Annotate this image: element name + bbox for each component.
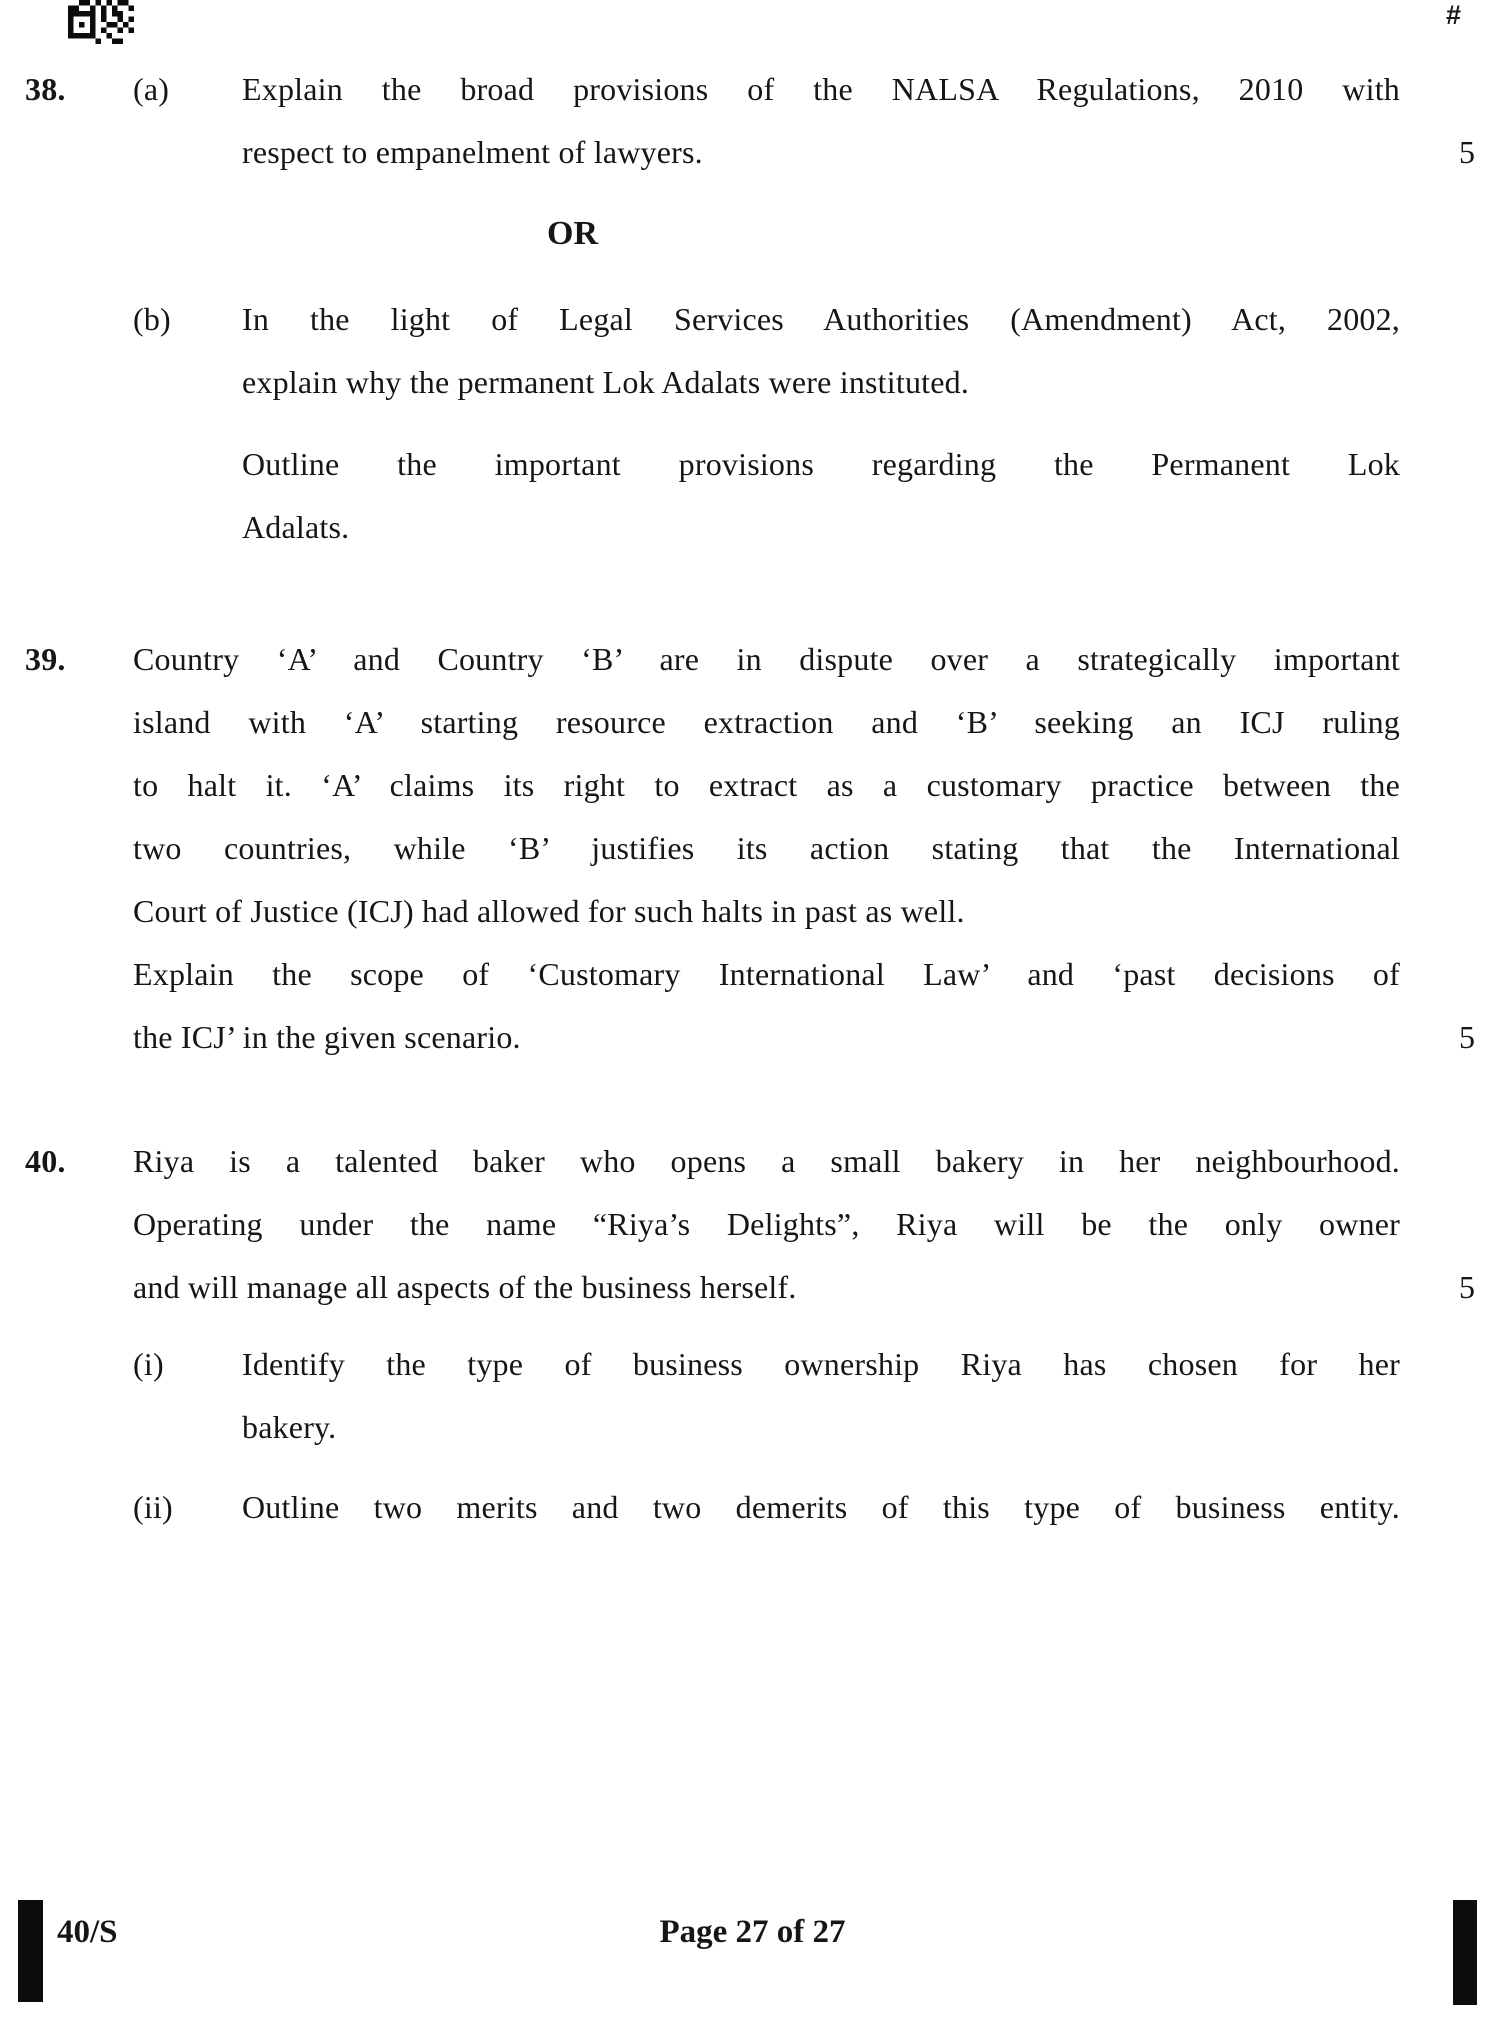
q40-sub-i-label: (i) xyxy=(133,1346,164,1382)
question-line: Operating under the name “Riya’s Delights”, Riya will be the only owner xyxy=(133,1206,1400,1242)
question-number-40: 40. xyxy=(25,1143,66,1179)
question-line: respect to empanelment of lawyers. xyxy=(242,134,703,170)
question-line: Adalats. xyxy=(242,509,350,545)
question-line: Outline two merits and two demerits of this type of business entity. xyxy=(242,1489,1400,1525)
question-line: Outline the important provisions regarding the Permanent Lok xyxy=(242,446,1400,482)
question-line: Explain the scope of ‘Customary International Law’ and ‘past decisions of xyxy=(133,956,1400,992)
q38-part-b-label: (b) xyxy=(133,301,171,337)
question-line: In the light of Legal Services Authorities (Amendment) Act, 2002, xyxy=(242,301,1400,337)
question-line: explain why the permanent Lok Adalats were instituted. xyxy=(242,364,970,400)
question-line: bakery. xyxy=(242,1409,337,1445)
q38-part-a-label: (a) xyxy=(133,71,170,107)
question-line: to halt it. ‘A’ claims its right to extract as a customary practice between the xyxy=(133,767,1400,803)
question-line: Riya is a talented baker who opens a small bakery in her neighbourhood. xyxy=(133,1143,1400,1179)
question-line: Country ‘A’ and Country ‘B’ are in dispute over a strategically important xyxy=(133,641,1400,677)
page-indicator: Page 27 of 27 xyxy=(659,1914,846,1950)
question-line: Court of Justice (ICJ) had allowed for such halts in past as well. xyxy=(133,893,965,929)
page-hash-mark: # xyxy=(1446,0,1462,30)
question-number-39: 39. xyxy=(25,641,66,677)
question-line: Identify the type of business ownership Riya has chosen for her xyxy=(242,1346,1400,1382)
q38-part-a-text xyxy=(242,58,1400,184)
q40-sub-ii-label: (ii) xyxy=(133,1489,173,1525)
q40-marks: 5 xyxy=(1459,1269,1475,1305)
q40-text xyxy=(133,1130,1400,1319)
paper-code: 40/S xyxy=(57,1914,118,1950)
q38-part-b-paragraph-1 xyxy=(242,288,1400,414)
question-number-38: 38. xyxy=(25,71,66,107)
or-separator: OR xyxy=(547,215,598,252)
question-line: island with ‘A’ starting resource extraction and ‘B’ seeking an ICJ ruling xyxy=(133,704,1400,740)
q40-sub-ii-text xyxy=(242,1476,1400,1539)
q38-part-b-paragraph-2 xyxy=(242,433,1400,559)
q39-text xyxy=(133,628,1400,1069)
q40-sub-i-text xyxy=(242,1333,1400,1459)
q39-marks: 5 xyxy=(1459,1019,1475,1055)
question-line: Explain the broad provisions of the NALSA Regulations, 2010 with xyxy=(242,71,1400,107)
qr-code-partial-icon xyxy=(68,0,134,44)
q38-marks: 5 xyxy=(1459,134,1475,170)
question-line: two countries, while ‘B’ justifies its action stating that the International xyxy=(133,830,1400,866)
question-line: the ICJ’ in the given scenario. xyxy=(133,1019,521,1055)
question-line: and will manage all aspects of the business herself. xyxy=(133,1269,797,1305)
